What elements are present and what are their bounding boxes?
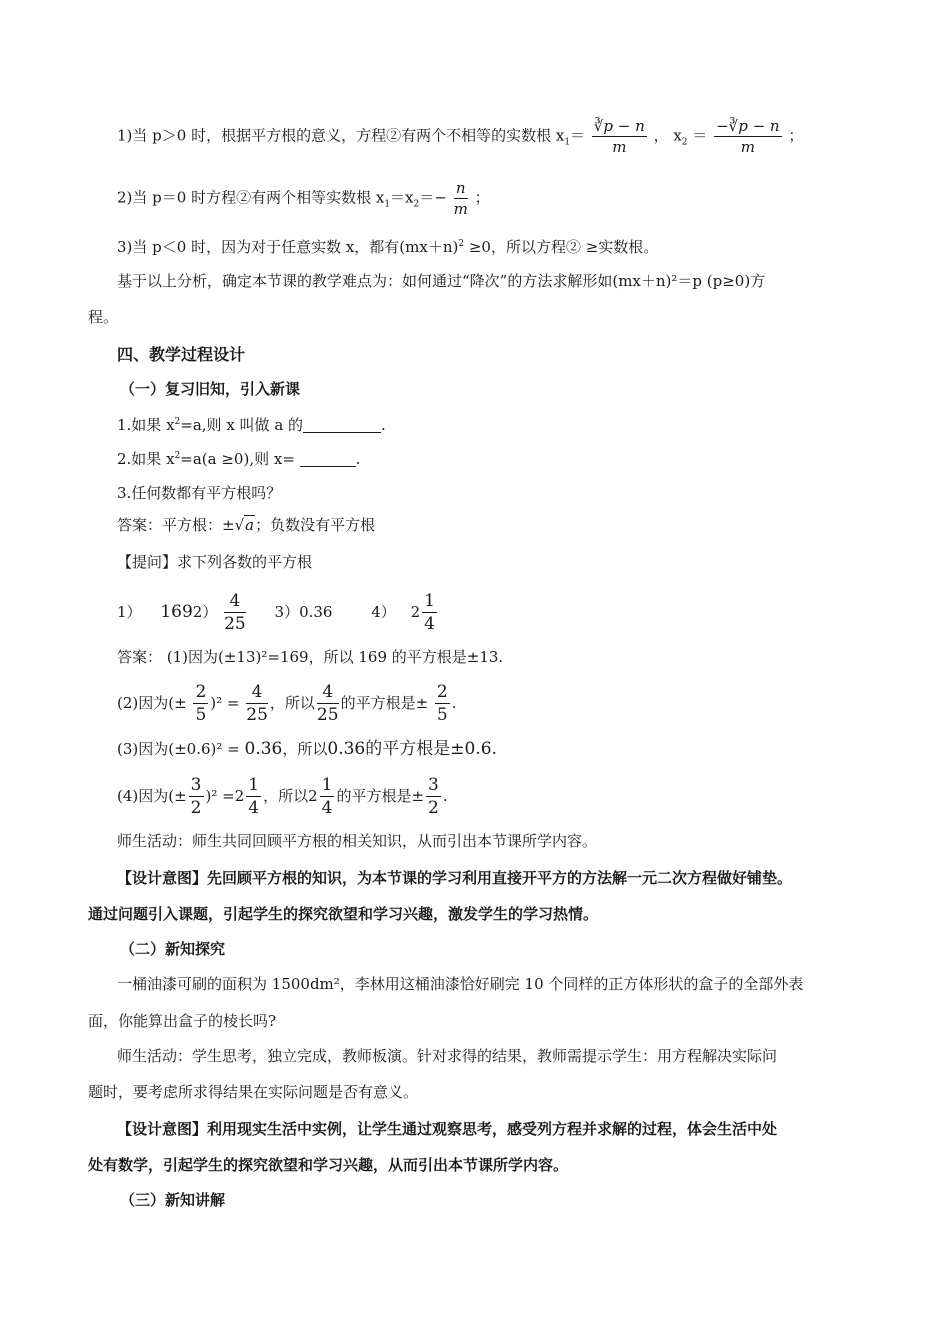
case3-line: 3)当 p＜0 时，因为对于任意实数 x，都有$(mx+n)^2 \ge 0$，所以方程② ≥实数根。 xyxy=(117,238,659,256)
answer-2: (2)因为(± $\frac{2}{5}$ )² = $\frac{4}{25}$ ，所以 $\frac{4}{25}$ 的平方根是± $\frac{2}{5}$ . xyxy=(117,682,457,725)
ans4-frac-3: $\frac{1}{4}$ xyxy=(321,775,333,818)
question-3: 3.任何数都有平方根吗？ xyxy=(117,484,282,502)
case1-text: 1)当 p＞0 时，根据平方根的意义，方程②有两个不相等的实数根 x xyxy=(117,126,565,145)
section-title: 四、教学过程设计 xyxy=(117,345,246,364)
question-2: 2.如果 $x^2=a(a \ge 0)$,则 x= . xyxy=(117,450,361,468)
ask-line: 【提问】求下列各数的平方根 xyxy=(117,553,313,571)
intent-2-line-2: 处有数学，引起学生的探究欲望和学习兴趣，从而引出本节课所学内容。 xyxy=(88,1156,569,1174)
part1-title: （一）复习旧知，引入新课 xyxy=(120,380,301,398)
part3-title: （三）新知讲解 xyxy=(120,1191,226,1209)
part2-title: （二）新知探究 xyxy=(120,940,226,958)
intent-1-line-1: 【设计意图】先回顾平方根的知识，为本节课的学习利用直接开平方的方法解一元二次方程做好铺垫。 xyxy=(117,869,793,887)
answer-4: (4)因为(± $\frac{3}{2}$ )² =2 $\frac{1}{4}$ ，所以2 $\frac{1}{4}$ 的平方根是± $\frac{3}{2}$ . xyxy=(117,775,448,818)
answer-3: (3)因为(±0.6)² = 0.36，所以0.36的平方根是±0.6. xyxy=(117,739,497,759)
sqrt-symbol: √ xyxy=(234,516,245,534)
ans2-frac-4: $\frac{2}{5}$ xyxy=(436,682,448,725)
exercise-items: 1） 1692） $\frac{4}{25}$ 3）0.36 4） 2 $\frac{1}{4}$ xyxy=(117,591,435,634)
problem-line-2: 面，你能算出盒子的棱长吗? xyxy=(88,1012,277,1030)
ans4-frac-2: $\frac{1}{4}$ xyxy=(248,775,260,818)
n-over-m-fraction: $\frac{n}{m}$ xyxy=(453,179,468,218)
ans4-frac-1: $\frac{3}{2}$ xyxy=(190,775,202,818)
activity-2-line-1: 师生活动：学生思考，独立完成，教师板演。针对求得的结果，教师需提示学生：用方程解决实际问 xyxy=(117,1047,778,1065)
case2-line: 2)当 p＝0 时方程②有两个相等实数根 $x_1=x_2=-$ $\frac{n}{m}$ ； xyxy=(117,179,490,218)
ans2-frac-3: $\frac{4}{25}$ xyxy=(316,682,339,725)
question-1: 1.如果 $x^2=a$,则 x 叫做 a 的 . xyxy=(117,416,386,434)
intent-2-line-1: 【设计意图】利用现实生活中实例，让学生通过观察思考，感受列方程并求解的过程，体会生活中处 xyxy=(117,1120,778,1138)
q2-blank[interactable] xyxy=(300,466,356,467)
summary-line-1: 基于以上分析，确定本节课的教学难点为：如何通过“降次”的方法求解形如(mx＋n)²＝p (p≥0)方 xyxy=(117,272,766,290)
item2-fraction: $\frac{4}{25}$ xyxy=(224,591,246,634)
x1-fraction: $\frac{∛p - n}{m}$ xyxy=(593,117,645,156)
x2-fraction: $\frac{-∛p - n}{m}$ xyxy=(716,117,780,156)
ans2-frac-2: $\frac{4}{25}$ xyxy=(246,682,268,725)
case1-line: 1)当 p＞0 时，根据平方根的意义，方程②有两个不相等的实数根 $x_1=$ $\frac{∛p - n}{m}$ ， $x_2$ ＝ $\frac{-∛p - n}{m}$ ； xyxy=(117,117,804,156)
answer-1: 答案： (1)因为(±13)²=169，所以 169 的平方根是±13. xyxy=(117,648,504,666)
intent-1-line-2: 通过问题引入课题，引起学生的探究欲望和学习兴趣，激发学生的学习热情。 xyxy=(88,905,599,923)
ans2-frac-1: $\frac{2}{5}$ xyxy=(195,682,207,725)
q1-blank[interactable] xyxy=(303,432,381,433)
answer-line: 答案：平方根：±√a；负数没有平方根 xyxy=(117,516,376,534)
item4-fraction: $\frac{1}{4}$ xyxy=(424,591,435,634)
problem-line-1: 一桶油漆可刷的面积为 1500dm²，李林用这桶油漆恰好刷完 10 个同样的正方体形状的盒子的全部外表 xyxy=(117,975,804,993)
ans4-frac-4: $\frac{3}{2}$ xyxy=(428,775,439,818)
summary-line-2: 程。 xyxy=(88,308,119,326)
activity-line: 师生活动：师生共同回顾平方根的相关知识，从而引出本节课所学内容。 xyxy=(117,832,598,850)
activity-2-line-2: 题时，要考虑所求得结果在实际问题是否有意义。 xyxy=(88,1083,419,1101)
